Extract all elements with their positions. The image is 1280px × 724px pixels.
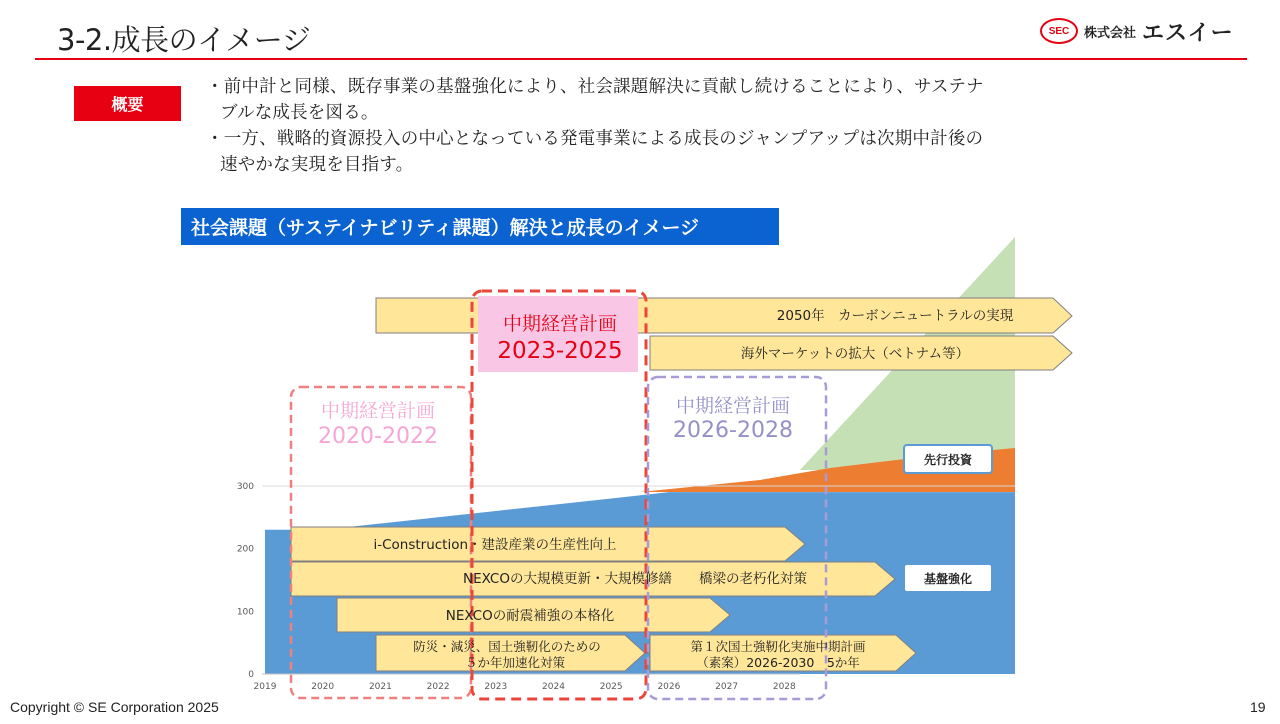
y-tick-label: 100 bbox=[236, 607, 254, 618]
plan-name-3: 中期経営計画 bbox=[675, 395, 791, 417]
plan-years-1: 2020-2022 bbox=[318, 424, 438, 449]
plan-years-2: 2023-2025 bbox=[497, 338, 623, 364]
arrow-label-nexco-seismic: NEXCOの耐震補強の本格化 bbox=[445, 608, 615, 624]
arrow-label-disaster-2: ５か年加速化対策 bbox=[464, 655, 566, 670]
x-tick-labels bbox=[254, 682, 796, 692]
y-tick-label: 0 bbox=[248, 670, 254, 680]
x-tick-label: 2027 bbox=[715, 682, 739, 692]
copyright-text: Copyright © SE Corporation 2025 bbox=[10, 699, 219, 715]
x-tick-label: 2028 bbox=[772, 682, 796, 692]
y-tick-label: 300 bbox=[236, 481, 254, 492]
logo-company-type: 株式会社 bbox=[1084, 25, 1137, 41]
plan-name-2: 中期経営計画 bbox=[502, 313, 618, 335]
arrow-label-nexco-renewal: NEXCOの大規模更新・大規模修繕 橋梁の老朽化対策 bbox=[463, 571, 807, 587]
x-tick-label: 2020 bbox=[311, 682, 335, 692]
diagram-title-panel: 社会課題（サステイナビリティ課題）解決と成長のイメージ bbox=[181, 208, 779, 245]
x-tick-label: 2022 bbox=[426, 682, 450, 692]
page-title: 3-2.成長のイメージ bbox=[57, 23, 311, 57]
x-tick-label: 2023 bbox=[484, 682, 508, 692]
overview-badge: 概要 bbox=[74, 86, 181, 121]
bullet-line: ・一方、戦略的資源投入の中心となっている発電事業による成長のジャンプアップは次期中計後の bbox=[206, 129, 984, 149]
bullet-line-continued: 速やかな実現を目指す。 bbox=[220, 155, 414, 175]
arrow-label-i-construction: i-Construction・建設産業の生産性向上 bbox=[373, 537, 617, 553]
arrow-label-disaster-1: 防災・減災、国土強靭化のための bbox=[413, 639, 601, 654]
plan-name-1: 中期経営計画 bbox=[320, 400, 436, 422]
logo-company-name: エスイー bbox=[1142, 20, 1234, 46]
arrow-label-resilience-1: 第１次国土強靭化実施中期計画 bbox=[690, 639, 866, 654]
arrow-label-carbon-neutral: 2050年 カーボンニュートラルの実現 bbox=[776, 308, 1014, 324]
y-tick-label: 200 bbox=[236, 544, 254, 555]
bullet-line-continued: ブルな成長を図る。 bbox=[220, 103, 379, 123]
bullet-line: ・前中計と同様、既存事業の基盤強化により、社会課題解決に貢献し続けることにより、サステナ bbox=[206, 77, 984, 97]
x-tick-label: 2021 bbox=[368, 682, 392, 692]
logo-mark: SEC bbox=[1040, 18, 1078, 44]
x-tick-label: 2024 bbox=[542, 682, 565, 692]
arrow-label-resilience-2: （素案）2026-2030 5か年 bbox=[696, 655, 860, 670]
plan-years-3: 2026-2028 bbox=[673, 418, 793, 443]
arrow-label-overseas: 海外マーケットの拡大（ベトナム等） bbox=[740, 346, 970, 362]
foundation-label: 基盤強化 bbox=[923, 572, 973, 586]
x-tick-label: 2026 bbox=[657, 682, 681, 692]
page-number: 19 bbox=[1250, 699, 1266, 715]
x-tick-label: 2019 bbox=[253, 682, 277, 692]
advance-investment-label: 先行投資 bbox=[923, 453, 973, 467]
y-tick-labels bbox=[237, 482, 254, 680]
x-tick-label: 2025 bbox=[599, 682, 623, 692]
